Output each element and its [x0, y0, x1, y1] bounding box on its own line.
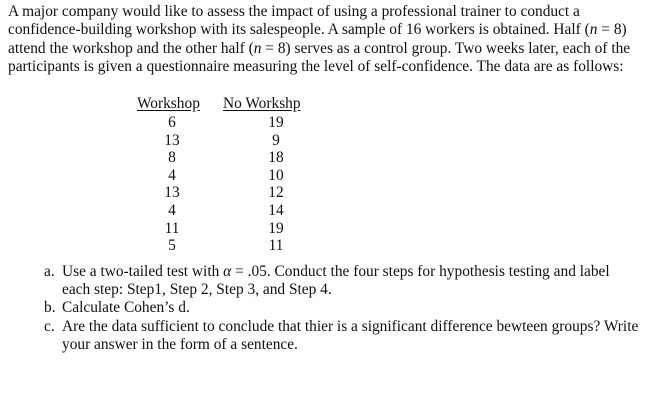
n-variable: n [589, 21, 598, 39]
intro-text-3: = 8) serves as a control group. Two weeks later, each of the participants is given a questionnaire measuring the level of self-confidence. The data are as follows: [8, 39, 631, 76]
question-text-part: = .05. Conduct the four steps for hypothesis testing and label each step: Step1, Step 2, Step 3, and Step 4. [62, 263, 610, 299]
n-variable: n [253, 39, 262, 57]
cell-no-workshop: 11 [268, 237, 284, 255]
alpha-symbol: α [223, 263, 232, 280]
header-workshop: Workshop [137, 95, 200, 112]
cell-workshop: 13 [164, 131, 180, 149]
intro-text-2: = 8) attend the workshop and the other half ( [8, 21, 627, 57]
question-b [44, 299, 639, 317]
cell-workshop: 13 [164, 184, 180, 202]
cell-workshop: 4 [168, 166, 176, 184]
cell-workshop: 4 [168, 201, 176, 219]
question-c [44, 318, 639, 354]
table-row [137, 167, 331, 185]
problem-statement [8, 3, 638, 77]
intro-text-1: A major company would like to assess the impact of using a professional trainer to conduct a confidence-building workshop with its salespeople. A sample of 16 workers is obtained. Half ( [8, 3, 590, 39]
table-row [137, 202, 331, 220]
cell-no-workshop: 10 [268, 166, 284, 184]
table-row [137, 114, 331, 132]
question-label: b. [44, 299, 56, 317]
cell-no-workshop: 9 [272, 131, 280, 149]
cell-workshop: 6 [168, 114, 176, 131]
cell-workshop: 11 [164, 219, 180, 237]
table-row [137, 132, 331, 150]
question-label: a. [44, 263, 55, 280]
table-header [137, 95, 331, 114]
question-text: Are the data sufficient to conclude that thier is a significant difference bewteen groups? Write your answer in the form of a sentence. [62, 317, 639, 353]
cell-workshop: 8 [168, 149, 176, 167]
data-table [137, 95, 331, 255]
question-text-part: Use a two-tailed test with [62, 263, 224, 280]
cell-no-workshop: 12 [268, 184, 284, 202]
question-list [44, 263, 639, 354]
cell-no-workshop: 19 [268, 114, 284, 131]
question-text: Calculate Cohen’s d. [62, 299, 190, 317]
cell-no-workshop: 14 [268, 201, 284, 219]
cell-no-workshop: 19 [268, 219, 284, 237]
cell-no-workshop: 18 [268, 149, 284, 167]
cell-workshop: 5 [168, 237, 176, 255]
question-text [62, 263, 639, 299]
header-no-workshop: No Workshp [223, 95, 301, 112]
question-a [44, 263, 639, 299]
table-row [137, 149, 331, 167]
table-row [137, 237, 331, 255]
table-row [137, 184, 331, 202]
question-label: c. [44, 317, 55, 335]
table-row [137, 220, 331, 238]
